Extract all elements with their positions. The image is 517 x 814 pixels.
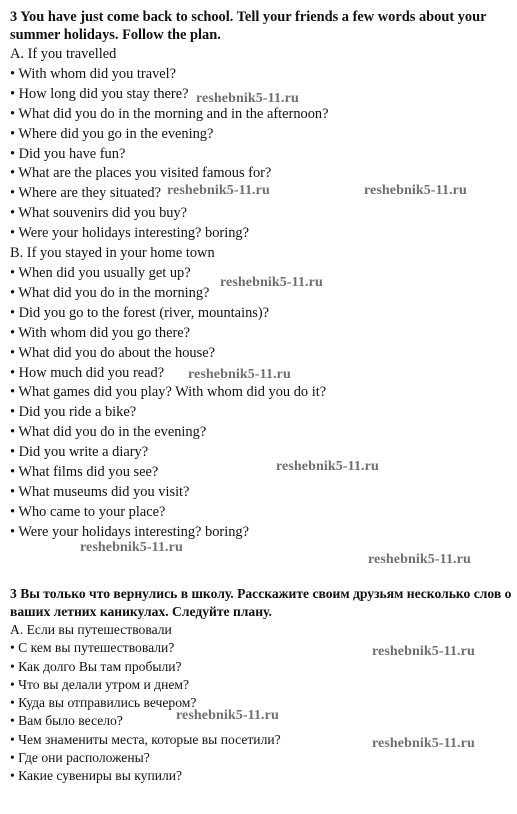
plan-item-ru: • Куда вы отправились вечером? (10, 695, 197, 711)
plan-item-ru: • Чем знамениты места, которые вы посетили? (10, 731, 281, 747)
plan-item: • What souvenirs did you buy? (10, 205, 188, 222)
plan-item: • When did you usually get up? (10, 264, 191, 281)
plan-item: • Where did you go in the evening? (10, 125, 214, 142)
watermark: reshebnik5-11.ru (80, 540, 183, 555)
plan-item: • What are the places you visited famous for? (10, 165, 272, 182)
plan-item: • Did you have fun? (10, 145, 126, 162)
watermark: reshebnik5-11.ru (167, 183, 270, 198)
plan-heading-a: A. If you travelled (10, 46, 117, 62)
plan-item: • How much did you read? (10, 364, 165, 381)
plan-heading-b: B. If you stayed in your home town (10, 245, 215, 262)
plan-item: • Were your holidays interesting? boring? (10, 225, 249, 242)
plan-item: • Did you write a diary? (10, 444, 149, 461)
plan-item-ru: • Как долго Вы там пробыли? (10, 658, 182, 674)
watermark: reshebnik5-11.ru (196, 91, 299, 106)
plan-item: • Were your holidays interesting? boring? (10, 523, 249, 540)
watermark: reshebnik5-11.ru (176, 708, 279, 723)
russian-section (10, 585, 515, 786)
plan-item: • What did you do in the morning and in the afternoon? (10, 105, 329, 122)
plan-item: • With whom did you go there? (10, 324, 191, 341)
plan-item-ru: • Где они расположены? (10, 750, 150, 766)
plan-heading-a-ru: А. Если вы путешествовали (10, 622, 172, 637)
watermark: reshebnik5-11.ru (220, 275, 323, 290)
russian-task-title: 3 Вы только что вернулись в школу. Расскажите своим друзьям несколько слов о ваших летних каникулах. Следуйте плану. (10, 586, 512, 619)
plan-item: • What did you do about the house? (10, 344, 216, 361)
plan-item: • What films did you see? (10, 464, 159, 481)
plan-item: • Where are they situated? (10, 185, 162, 202)
watermark: reshebnik5-11.ru (364, 183, 467, 198)
plan-item: • With whom did you travel? (10, 65, 177, 82)
plan-item: • What did you do in the morning? (10, 284, 210, 301)
plan-item-ru: • С кем вы путешествовали? (10, 640, 175, 656)
plan-item: • Did you ride a bike? (10, 404, 137, 421)
plan-item: • What museums did you visit? (10, 483, 190, 500)
plan-item: • Did you go to the forest (river, mountains)? (10, 304, 270, 321)
watermark: reshebnik5-11.ru (372, 736, 475, 751)
english-task-title: 3 You have just come back to school. Tell your friends a few words about your summer holidays. Follow the plan. (10, 9, 487, 43)
plan-item: • What did you do in the evening? (10, 424, 207, 441)
watermark: reshebnik5-11.ru (372, 644, 475, 659)
watermark: reshebnik5-11.ru (368, 552, 471, 567)
plan-item-ru: • Вам было весело? (10, 713, 123, 729)
plan-item-ru: • Что вы делали утром и днем? (10, 676, 190, 692)
plan-item: • How long did you stay there? (10, 85, 189, 102)
plan-item-ru: • Какие сувениры вы купили? (10, 768, 183, 784)
plan-item: • What games did you play? With whom did you do it? (10, 384, 327, 401)
watermark: reshebnik5-11.ru (188, 367, 291, 382)
plan-item: • Who came to your place? (10, 503, 166, 520)
watermark: reshebnik5-11.ru (276, 459, 379, 474)
